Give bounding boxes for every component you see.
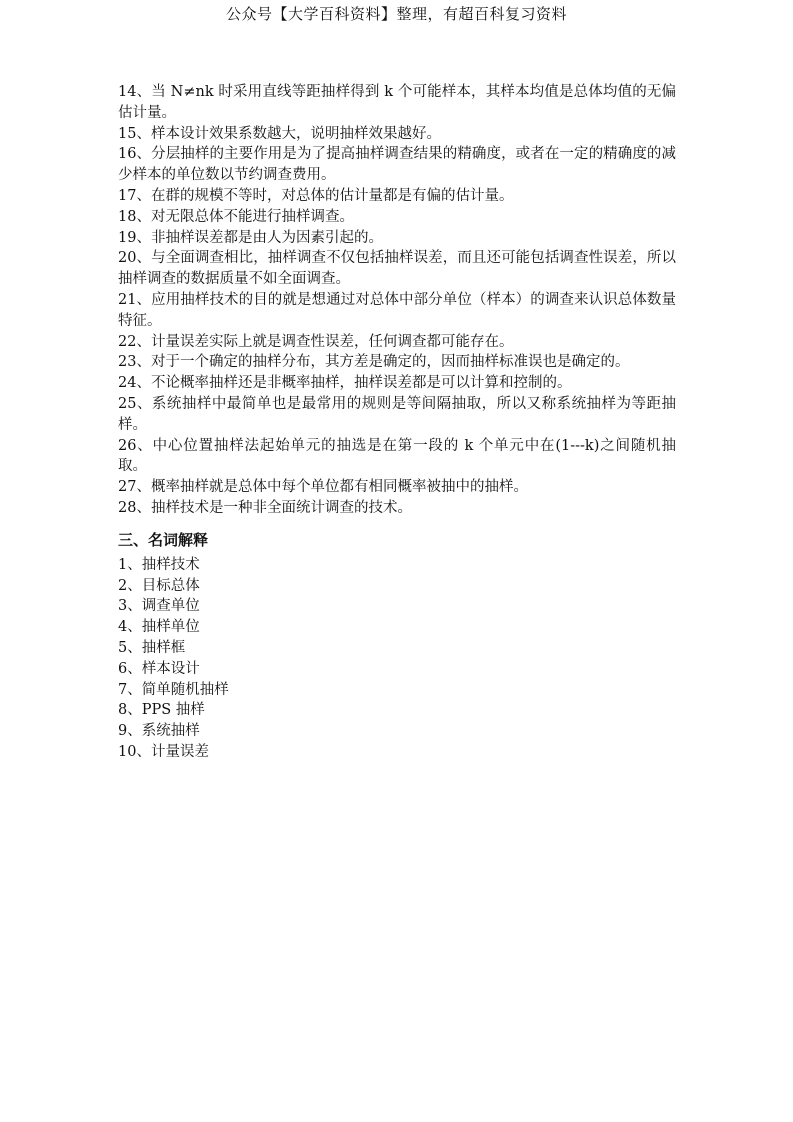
statement-18: 18、对无限总体不能进行抽样调查。 [118,208,354,225]
term-item: 10、计量误差 [118,743,209,760]
statement-15: 15、样本设计效果系数越大，说明抽样效果越好。 [118,125,441,142]
section-title-term-definitions: 三、名词解释 [118,530,209,549]
statement-27: 27、概率抽样就是总体中每个单位都有相同概率被抽中的抽样。 [118,479,528,496]
statement-25: 25、系统抽样中最简单也是最常用的规则是等间隔抽取，所以又称系统抽样为等距抽样。 [118,395,676,433]
statement-21: 21、应用抽样技术的目的就是想通过对总体中部分单位（样本）的调查来认识总体数量特征。 [118,291,676,329]
term-item: 7、简单随机抽样 [118,681,229,698]
page-header: 公众号【大学百科资料】整理，有超百科复习资料 [225,5,567,23]
term-item: 6、样本设计 [118,660,200,677]
statement-26: 26、中心位置抽样法起始单元的抽选是在第一段的 k 个单元中在(1---k)之间随机抽取。 [118,437,676,475]
statement-20: 20、与全面调查相比，抽样调查不仅包括抽样误差，而且还可能包括调查性误差，所以抽样调查的数据质量不如全面调查。 [118,250,676,288]
term-item: 4、抽样单位 [118,619,200,636]
term-item: 1、抽样技术 [118,556,200,573]
statement-23: 23、对于一个确定的抽样分布，其方差是确定的，因而抽样标准误也是确定的。 [118,354,630,371]
term-item: 3、调查单位 [118,598,200,615]
statement-16: 16、分层抽样的主要作用是为了提高抽样调查结果的精确度，或者在一定的精确度的减少样本的单位数以节约调查费用。 [118,146,676,184]
statement-28: 28、抽样技术是一种非全面统计调查的技术。 [118,499,412,516]
term-item: 9、系统抽样 [118,723,200,740]
true-false-statements [118,82,676,519]
statement-14: 14、当 N≠nk 时采用直线等距抽样得到 k 个可能样本，其样本均值是总体均值的无偏估计量。 [118,84,676,121]
term-item: 8、PPS 抽样 [118,702,205,719]
statement-17: 17、在群的规模不等时，对总体的估计量都是有偏的估计量。 [118,187,514,204]
statement-24: 24、不论概率抽样还是非概率抽样，抽样误差都是可以计算和控制的。 [118,375,572,392]
statement-22: 22、计量误差实际上就是调查性误差，任何调查都可能存在。 [118,333,514,350]
term-item: 2、目标总体 [118,577,200,594]
term-list [118,555,676,763]
term-item: 5、抽样框 [118,639,186,656]
document-body [118,82,676,763]
statement-19: 19、非抽样误差都是由人为因素引起的。 [118,229,383,246]
